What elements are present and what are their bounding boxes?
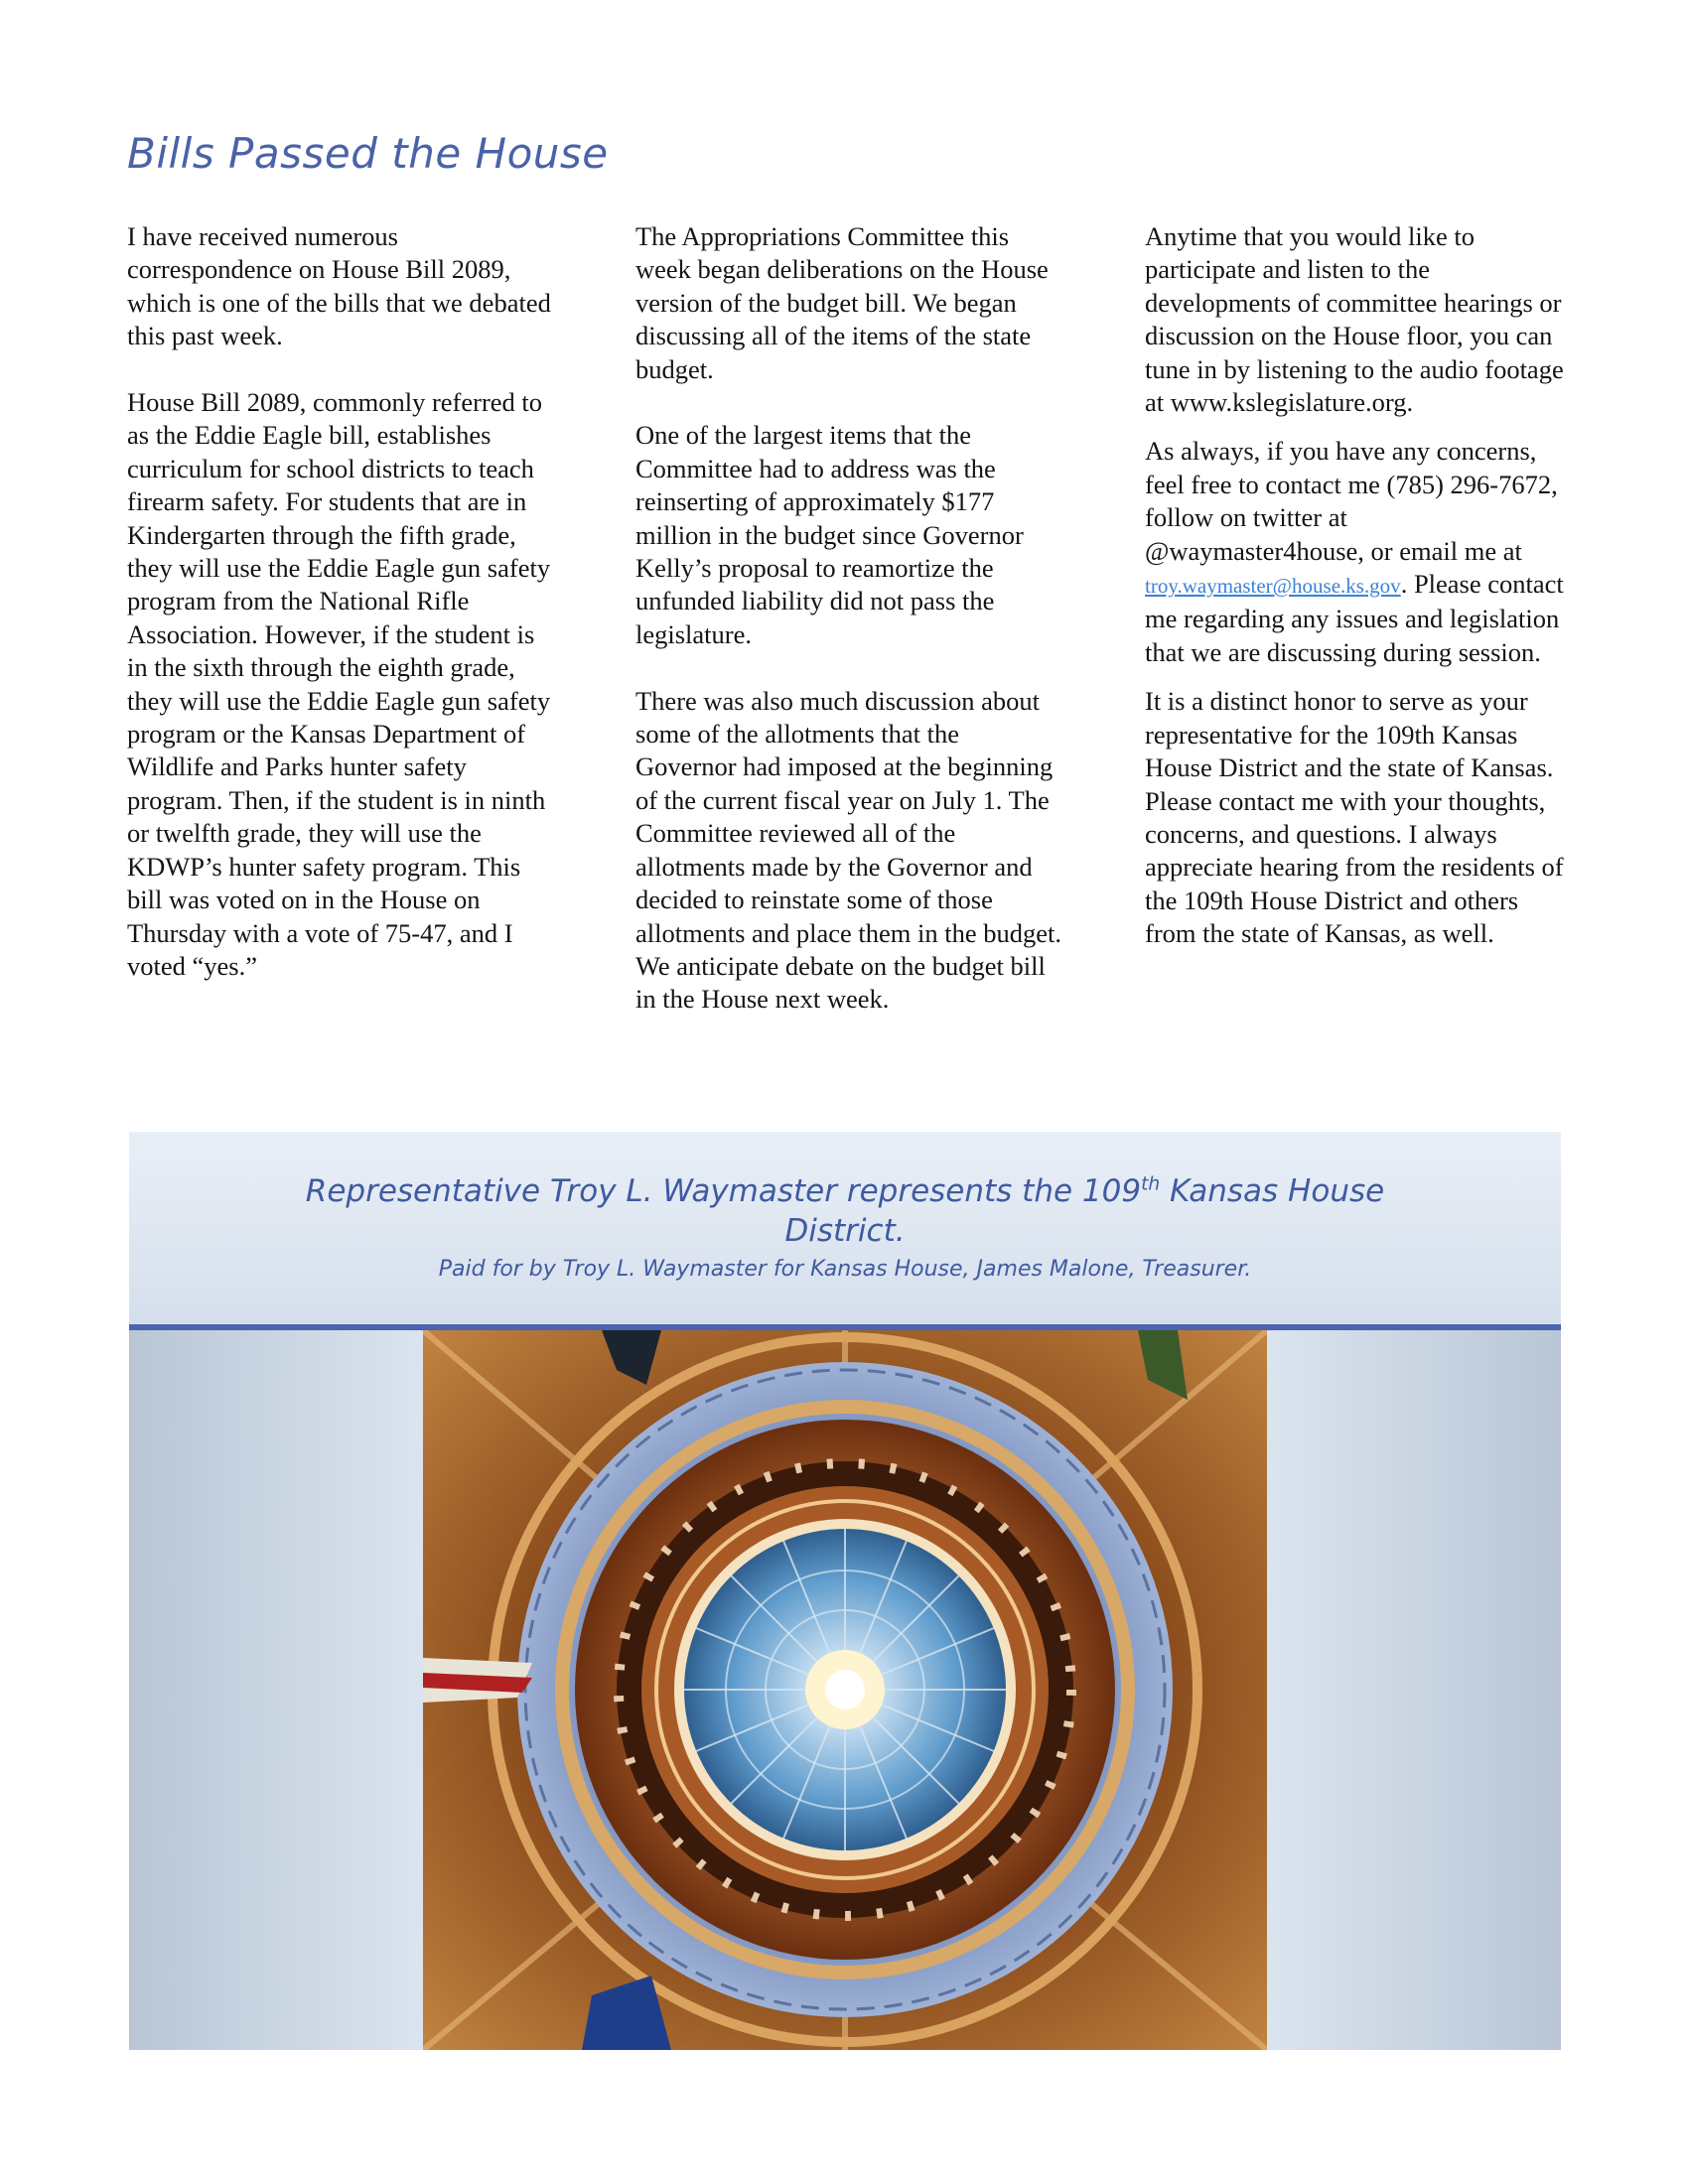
caption-ordinal: th [1141,1173,1161,1195]
paragraph: One of the largest items that the Committee had to address was the reinserting of approximately $177 million in the budget since Governor Kelly’s proposal to reamortize the unfunded liability did not pass the legislature. [635,420,1024,649]
paragraph: There was also much discussion about some of the allotments that the Governor had imposed at the beginning of the current fiscal year on July 1. The Committee reviewed all of the allotments made by the Governor and decided to reinstate some of those allotments and place them in the budget. We anticipate debate on the budget bill in the House next week. [635,685,1062,1015]
caption-text-end: Kansas House District. [784,1173,1385,1249]
capitol-dome-photo [423,1330,1267,2050]
contact-text: As always, if you have any concerns, feel free to contact me (785) 296-7672, follow on twitter at @waymaster4house, or email me at [1145,436,1558,566]
footer-banner [129,1132,1561,2050]
paragraph: The Appropriations Committee this week began deliberations on the House version of the budget bill. We began discussing all of the items of the state budget. [635,221,1049,384]
banner-caption-area [129,1132,1561,1324]
email-link[interactable]: troy.waymaster@house.ks.gov [1145,574,1401,599]
contact-paragraph [1145,435,1567,669]
paid-for-disclaimer: Paid for by Troy L. Waymaster for Kansas House, James Malone, Treasurer. [438,1257,1252,1282]
article-column-3 [1145,220,1567,967]
caption-text: Representative Troy L. Waymaster represents the 109 [305,1173,1142,1209]
contact-text-after: . Please contact me regarding any issues and legislation that we are discussing during session. [1145,569,1564,667]
article-column-2 [635,220,1062,1049]
section-heading: Bills Passed the House [127,129,609,178]
representative-caption [288,1171,1402,1251]
paragraph: Anytime that you would like to participate and listen to the developments of committee hearings or discussion on the House floor, you can tune in by listening to the audio footage at www.kslegislature.org. [1145,221,1564,418]
paragraph: It is a distinct honor to serve as your representative for the 109th Kansas House District and the state of Kansas. Please contact me with your thoughts, concerns, and questions. I always appreciate hearing from the residents of the 109th House District and others from the state of Kansas, as well. [1145,686,1564,949]
article-column-1 [127,220,554,1017]
paragraph: I have received numerous correspondence on House Bill 2089, which is one of the bills that we debated this past week. [127,221,551,351]
paragraph: House Bill 2089, commonly referred to as the Eddie Eagle bill, establishes curriculum for school districts to teach firearm safety. For students that are in Kindergarten through the fifth grade, they will use the Eddie Eagle gun safety program from the National Rifle Association. However, if the student is in the sixth through the eighth grade, they will use the Eddie Eagle gun safety program or the Kansas Department of Wildlife and Parks hunter safety program. Then, if the student is in ninth or twelfth grade, they will use the KDWP’s hunter safety program. This bill was voted on in the House on Thursday with a vote of 75-47, and I voted “yes.” [127,387,551,981]
